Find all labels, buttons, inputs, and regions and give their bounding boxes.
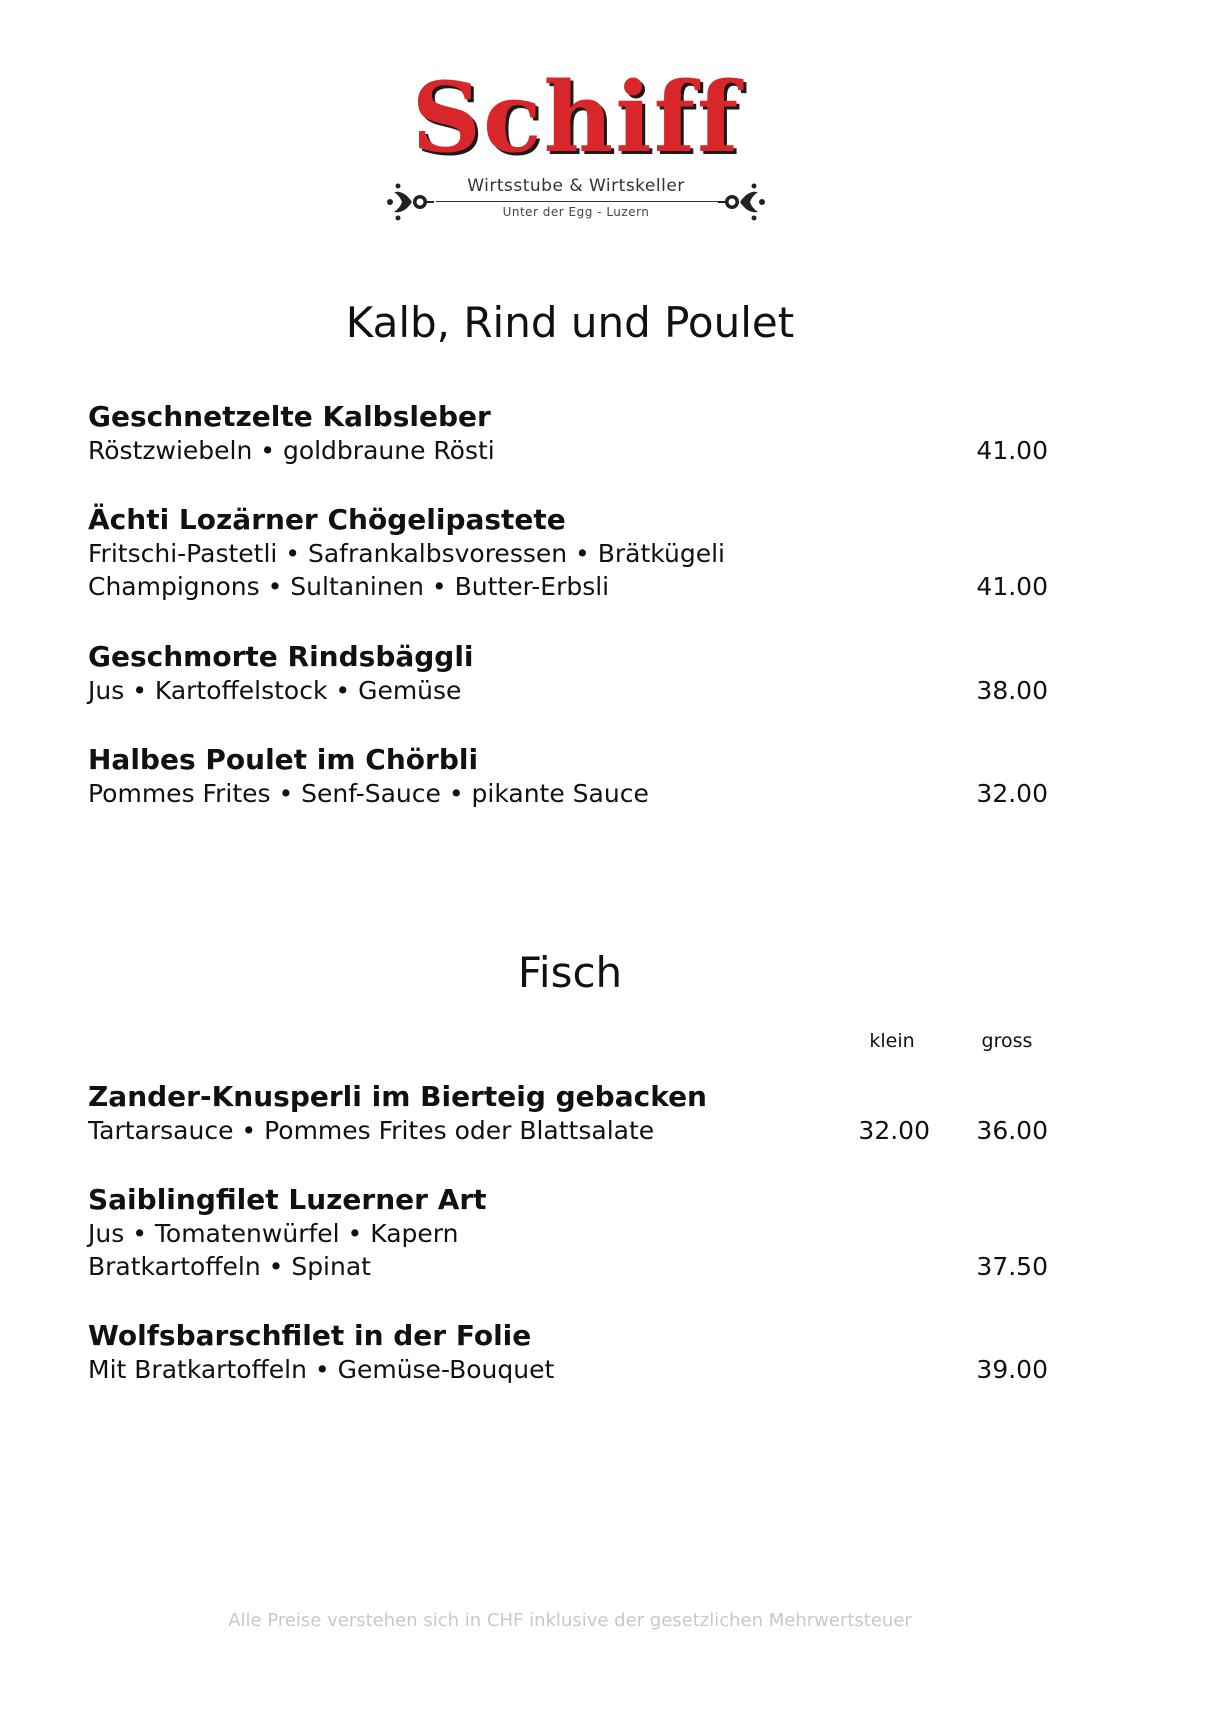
dish-name: Geschmorte Rindsbäggli — [88, 640, 474, 673]
dish-price: 41.00 — [976, 572, 1048, 601]
logo-divider — [436, 201, 718, 202]
menu-item — [88, 1319, 1048, 1386]
dish-name: Wolfsbarschfilet in der Folie — [88, 1319, 532, 1352]
dish-name: Geschnetzelte Kalbsleber — [88, 400, 491, 433]
dish-price: 39.00 — [976, 1355, 1048, 1384]
ornament-left-icon — [386, 180, 434, 224]
ornament-right-icon — [718, 180, 766, 224]
section-title-meat: Kalb, Rind und Poulet — [345, 298, 795, 347]
dish-description: Fritschi-Pastetli • Safrankalbsvoressen • Brätkügeli — [88, 539, 725, 568]
menu-item — [88, 400, 1048, 467]
logo-location: Unter der Egg - Luzern — [502, 205, 650, 219]
dish-name: Halbes Poulet im Chörbli — [88, 743, 479, 776]
menu-item — [88, 743, 1048, 810]
dish-description: Pommes Frites • Senf-Sauce • pikante Sauce — [88, 779, 649, 808]
dish-description: Röstzwiebeln • goldbraune Rösti — [88, 436, 495, 465]
dish-price: 38.00 — [976, 676, 1048, 705]
dish-description: Tartarsauce • Pommes Frites oder Blattsalate — [88, 1116, 655, 1145]
dish-description: Champignons • Sultaninen • Butter-Erbsli — [88, 572, 610, 601]
dish-name: Zander-Knusperli im Bierteig gebacken — [88, 1080, 707, 1113]
logo-wordmark: Schiff — [411, 61, 741, 174]
menu-item — [88, 1183, 1048, 1283]
dish-description: Bratkartoffeln • Spinat — [88, 1252, 371, 1281]
dish-price: 37.50 — [976, 1252, 1048, 1281]
section-title-fish: Fisch — [517, 948, 623, 997]
dish-name: Saiblingfilet Luzerner Art — [88, 1183, 487, 1216]
dish-description: Mit Bratkartoffeln • Gemüse-Bouquet — [88, 1355, 555, 1384]
dish-name: Ächti Lozärner Chögelipastete — [88, 503, 566, 536]
restaurant-logo — [386, 61, 766, 228]
column-header-small: klein — [869, 1030, 915, 1052]
column-header-large: gross — [981, 1030, 1033, 1052]
dish-price: 32.00 — [976, 779, 1048, 808]
dish-price-small: 32.00 — [858, 1116, 930, 1145]
menu-item — [88, 640, 1048, 707]
price-disclaimer: Alle Preise verstehen sich in CHF inklusive der gesetzlichen Mehrwertsteuer — [228, 1610, 912, 1631]
dish-description: Jus • Tomatenwürfel • Kapern — [88, 1219, 459, 1248]
menu-item — [88, 1080, 1048, 1147]
dish-price: 36.00 — [976, 1116, 1048, 1145]
logo-subtitle: Wirtsstube & Wirtskeller — [467, 176, 685, 196]
dish-price: 41.00 — [976, 436, 1048, 465]
menu-item — [88, 503, 1048, 603]
dish-description: Jus • Kartoffelstock • Gemüse — [88, 676, 462, 705]
